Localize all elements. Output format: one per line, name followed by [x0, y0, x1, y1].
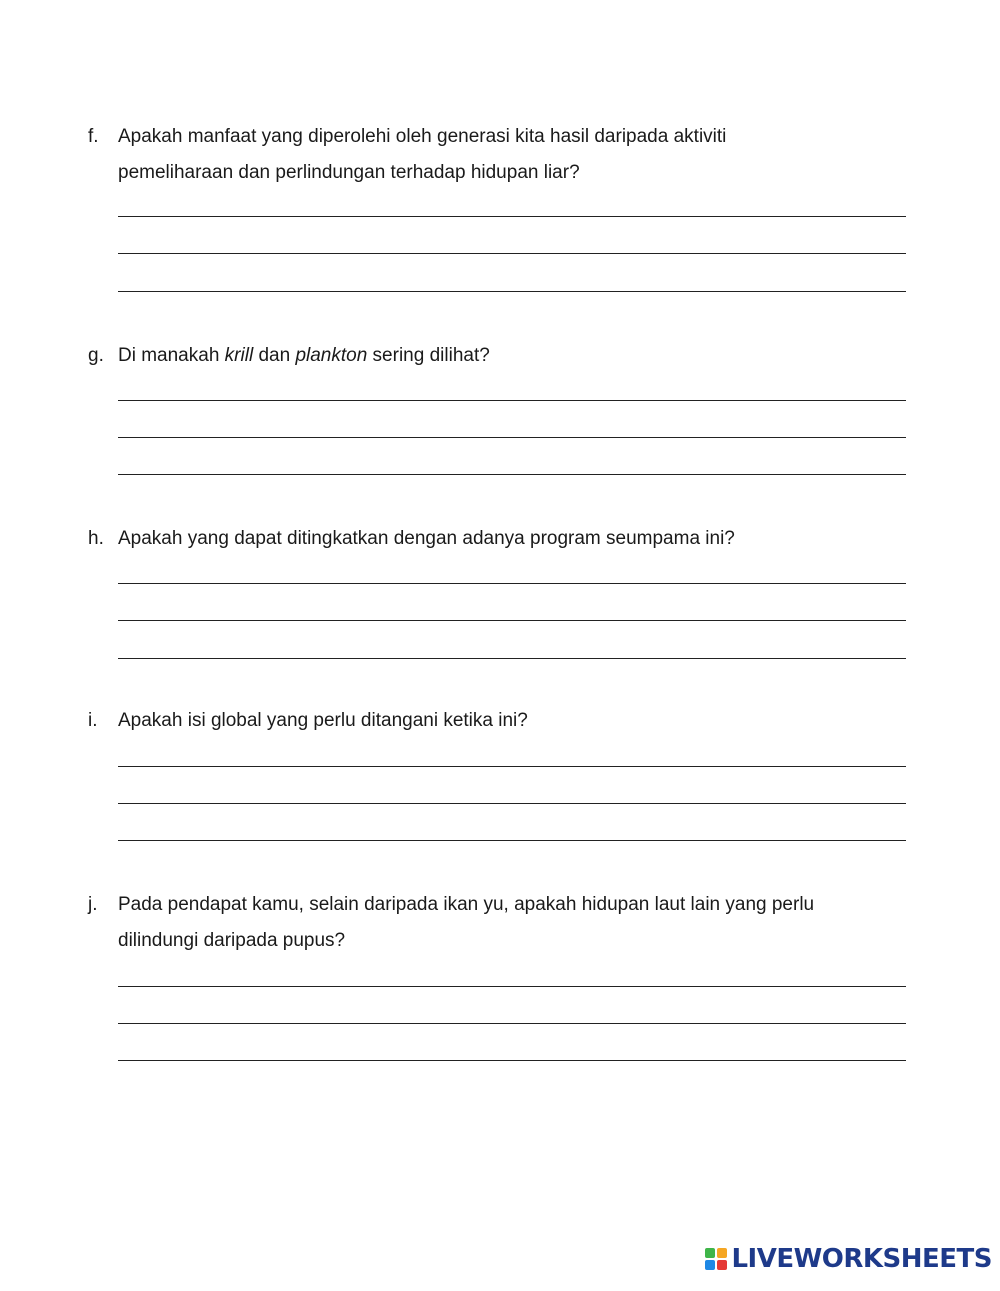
logo-mark-icon [705, 1248, 727, 1270]
question-letter: h. [88, 528, 104, 549]
question-text [118, 703, 908, 739]
question-letter: f. [88, 126, 99, 147]
question-text-line: Apakah manfaat yang diperolehi oleh generasi kita hasil daripada aktiviti [118, 126, 727, 147]
question-text-line: dilindungi daripada pupus? [118, 930, 346, 951]
answer-line[interactable] [118, 583, 906, 584]
question-text [118, 338, 908, 374]
question-text-line: pemeliharaan dan perlindungan terhadap hidupan liar? [118, 162, 580, 183]
answer-line[interactable] [118, 474, 906, 475]
logo-square [705, 1260, 715, 1270]
liveworksheets-logo [705, 1245, 992, 1273]
logo-text: LIVEWORKSHEETS [731, 1244, 992, 1274]
answer-line[interactable] [118, 216, 906, 217]
question-letter: i. [88, 710, 98, 731]
answer-line[interactable] [118, 291, 906, 292]
question-letter: j. [88, 894, 98, 915]
answer-line[interactable] [118, 620, 906, 621]
question-text-line: Pada pendapat kamu, selain daripada ikan yu, apakah hidupan laut lain yang perlu [118, 894, 815, 915]
logo-square [717, 1260, 727, 1270]
question-text-part: dan [253, 345, 296, 366]
answer-line[interactable] [118, 803, 906, 804]
question-text-italic: krill [224, 345, 254, 366]
question-text-part: sering dilihat? [367, 345, 490, 366]
answer-line[interactable] [118, 658, 906, 659]
logo-square [705, 1248, 715, 1258]
answer-line[interactable] [118, 437, 906, 438]
answer-line[interactable] [118, 1060, 906, 1061]
answer-line[interactable] [118, 840, 906, 841]
answer-line[interactable] [118, 253, 906, 254]
question-text-line: Apakah yang dapat ditingkatkan dengan adanya program seumpama ini? [118, 528, 735, 549]
question-text [118, 521, 908, 557]
question-text-part: Di manakah [118, 345, 225, 366]
question-letter: g. [88, 345, 104, 366]
logo-square [717, 1248, 727, 1258]
question-text-italic: plankton [295, 345, 368, 366]
answer-line[interactable] [118, 986, 906, 987]
question-text [118, 119, 908, 191]
answer-line[interactable] [118, 400, 906, 401]
answer-line[interactable] [118, 1023, 906, 1024]
question-text-line: Apakah isi global yang perlu ditangani ketika ini? [118, 710, 528, 731]
answer-line[interactable] [118, 766, 906, 767]
question-text [118, 887, 908, 959]
